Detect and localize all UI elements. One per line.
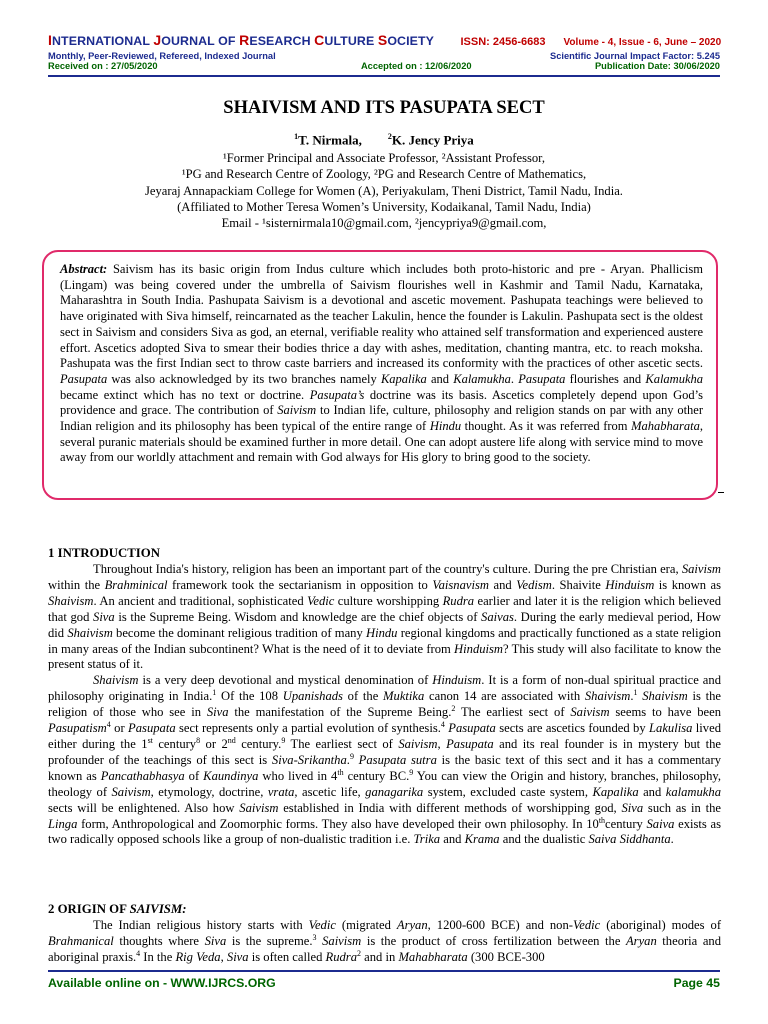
section-heading-origin	[48, 902, 187, 917]
abstract-run: Pasupata	[60, 371, 108, 386]
journal-name-initial: C	[314, 32, 325, 48]
text-run: canon 14 are associated with	[424, 689, 585, 704]
paper-title: SHAIVISM AND ITS PASUPATA SECT	[223, 98, 545, 118]
abstract-label: Abstract:	[60, 262, 108, 276]
text-run: Mahabharata	[398, 949, 468, 964]
text-run: system, excluded caste system,	[423, 784, 593, 799]
abstract-run: Pasupata	[518, 371, 566, 386]
text-run: The earliest sect of	[285, 736, 399, 751]
reference-mark: 2	[357, 948, 361, 958]
abstract-run: doctrine was its basis. Ascetics completely depend upon God’s providence and grace. The contribution of	[60, 387, 703, 418]
abstract-run: Saivism	[277, 403, 317, 418]
author2: K. Jency Priya	[391, 132, 474, 148]
abstract-run: and	[426, 371, 454, 386]
reference-mark: 4	[440, 719, 445, 729]
text-run: Pasupata	[446, 736, 494, 751]
text-run: Saivism	[681, 562, 721, 576]
text-run: thoughts where	[113, 933, 205, 948]
text-run: Hinduism	[605, 577, 655, 592]
text-run: Shaivism	[584, 689, 631, 704]
text-run: ,	[437, 736, 447, 751]
text-run: Kaundinya	[203, 768, 259, 783]
text-run: Aryan	[625, 933, 657, 948]
text-run: Upanishads	[282, 689, 343, 704]
text-run: Saivism	[398, 736, 438, 751]
text-run: Siva	[621, 800, 644, 815]
text-run: century	[605, 816, 647, 831]
text-run: is the supreme.	[226, 933, 313, 948]
text-run: Shaivism	[93, 673, 139, 688]
received-date: Received on : 27/05/2020	[48, 61, 158, 71]
reference-mark: th	[598, 815, 606, 825]
text-run: and its real founder is in mystery but the profounder of the teachings of this sect is	[48, 736, 721, 767]
abstract-run: to Indian life, culture, philosophy and religion stands on par with any other Indian religion and its philosophy has been typical of the entire range of	[60, 403, 704, 434]
text-run: Hindu	[365, 625, 398, 640]
text-run: and in	[361, 949, 399, 964]
text-run: Saivas	[481, 609, 514, 624]
text-run: Trika	[413, 832, 441, 847]
text-run: Vedism	[516, 577, 552, 592]
text-run: , ascetic life,	[294, 784, 366, 799]
author1-mark: 1	[294, 132, 299, 141]
issn: ISSN: 2456-6683	[460, 36, 546, 48]
text-run: or 2	[200, 736, 228, 751]
reference-mark: 9	[349, 751, 354, 761]
text-run: Pasupata	[128, 721, 176, 736]
text-run: century BC.	[343, 768, 410, 783]
text-run: exists as two radically opposed schools like a group of non-dualistic tradition i.e.	[48, 816, 721, 847]
text-run: form, Anthropological and Zoomorphic forms. They also have developed their own philosophy. In 10	[77, 816, 599, 831]
text-run: Siva	[204, 933, 227, 948]
text-run: Pasupatism	[48, 721, 107, 736]
text-run: Rudra	[442, 593, 475, 608]
text-run: century.	[235, 736, 282, 751]
reference-mark: th	[337, 767, 344, 777]
affiliation-line: (Affiliated to Mother Teresa Women’s University, Kodaikanal, Tamil Nadu, India)	[177, 199, 591, 214]
abstract-box-mark	[718, 492, 724, 493]
abstract-run: was also acknowledged by its two branches namely	[107, 371, 381, 386]
abstract-run: became extinct which has no text or doctrine.	[60, 387, 310, 402]
text-run: . Shaivite	[551, 577, 606, 592]
text-run: theoria and aboriginal praxis.	[48, 933, 722, 964]
abstract-run: Hindu	[429, 419, 462, 434]
text-run: of	[184, 768, 204, 783]
text-run: ganagarika	[365, 784, 424, 799]
text-run: is a very deep devotional and mystical denomination of	[138, 673, 433, 688]
header-divider	[48, 75, 720, 77]
journal-name	[48, 34, 434, 48]
reference-mark: 3	[312, 932, 317, 942]
text-run: become the dominant religious tradition of many	[112, 625, 366, 640]
abstract-text	[60, 262, 703, 466]
text-run: Pasupata sutra	[358, 752, 437, 767]
abstract-run: Pasupata’s	[309, 387, 365, 402]
text-run: You can view the Origin and history, branches, philosophy, theology of	[48, 768, 722, 799]
text-run: established in India with different methods of worshipping god,	[278, 800, 622, 815]
text-run: Of the 108	[216, 689, 283, 704]
heading-text: 2 ORIGIN OF	[48, 902, 130, 916]
text-run: is known as	[654, 577, 721, 592]
author2-mark: 2	[387, 132, 392, 141]
accepted-date: Accepted on : 12/06/2020	[360, 61, 472, 71]
section-introduction-body	[48, 562, 721, 848]
journal-name-part: OCIETY	[387, 34, 435, 48]
text-run: within the	[48, 577, 105, 592]
text-run: Brahmanical	[48, 933, 114, 948]
reference-mark: 1	[633, 688, 638, 698]
text-run: earlier and later it is the religion which believed that god	[48, 593, 721, 624]
text-run: The Indian religious history starts with	[93, 918, 309, 932]
footer-divider	[48, 970, 720, 972]
reference-mark: 9	[409, 767, 414, 777]
journal-name-initial: I	[48, 32, 52, 48]
text-run: Muktika	[383, 689, 425, 704]
abstract-run: flourishes and	[565, 371, 646, 386]
text-run: who lived in 4	[258, 768, 338, 783]
reference-mark: 4	[136, 948, 141, 958]
abstract-run: thought. As it was referred from	[461, 419, 632, 434]
impact-factor: Scientific Journal Impact Factor: 5.245	[550, 51, 720, 61]
text-run: The earliest sect of	[455, 705, 571, 720]
text-run: (300 BCE-300	[467, 949, 545, 964]
reference-mark: 9	[281, 735, 286, 745]
text-run: is the Supreme Being. Wisdom and knowledge are the chief objects of	[114, 609, 482, 624]
text-run: Siva	[93, 609, 115, 624]
email-line: Email - ¹sisternirmala10@gmail.com, ²jencypriya9@gmail.com,	[221, 216, 547, 231]
text-run: Saiva Siddhanta	[588, 832, 671, 847]
abstract-run: Saivism has its basic origin from Indus culture which includes both proto-historic and pre - Aryan. Phallicism (Lingam) was being covered under the umbrella of Saivism flourishes well in Kashmir and Tamil Nadu, Karnataka, Maharashtra in South India. Pashupata Saivism is a devotional and ascetic movement. Pashupata teachings were believed to have originated with Siva himself, reincarnated as the teacher Lakulin, hence the founder is Lakulin. Pashupata sect is the oldest sect in Saivism and considers Siva as god, an eternal, verifiable reality who attained self transformation and experienced austere effort. Ascetics adopted Siva to smear their bodies thrice a day with ashes, meditation, chanting mantra, etc. to reach moksha. Pashupata was the first Indian sect to throw caste barriers and increased its conformity with the practices of other ascetic sects.	[60, 262, 703, 371]
text-run: vrata	[267, 784, 295, 799]
text-run: Vedic	[307, 593, 335, 608]
text-run: and	[638, 784, 666, 799]
text-run: is the product of cross fertilization between the	[361, 933, 626, 948]
journal-name-initial: R	[239, 32, 250, 48]
text-run: and	[440, 832, 465, 847]
reference-mark: 1	[212, 688, 217, 698]
abstract-run: .	[510, 371, 519, 386]
text-run: Rudra	[325, 949, 357, 964]
text-run: is the basic text of this sect and it has a commentary known as	[48, 752, 721, 783]
text-run: ,	[220, 949, 227, 964]
text-run: (aboriginal) modes of	[600, 918, 722, 932]
text-run: Brahminical	[104, 577, 168, 592]
journal-subtitle: Monthly, Peer-Reviewed, Refereed, Indexed Journal	[48, 51, 276, 61]
text-run: is often called	[248, 949, 326, 964]
abstract-run: Kalamukha	[453, 371, 511, 386]
abstract-run: , several puranic materials should be examined further in more detail. One can adopt austere life along with service mind to move away from our worldly attachment and remain with God always for His glory to bring good to the society.	[60, 419, 703, 465]
text-run: Saivism,	[111, 784, 154, 799]
heading-italic: SAIVISM:	[129, 902, 187, 916]
text-run: Hinduism	[454, 641, 504, 656]
text-run: Saivism	[239, 800, 279, 815]
journal-name-part: ULTURE	[324, 34, 378, 48]
paragraph	[48, 673, 721, 848]
text-run: Krama	[464, 832, 500, 847]
text-run: Vedic	[572, 918, 601, 932]
text-run: sects are ascetics founded by	[495, 721, 650, 736]
text-run: Hinduism	[432, 673, 482, 688]
abstract-run: Kapalika	[380, 371, 427, 386]
text-run: Saivism	[570, 705, 610, 720]
text-run: Pasupata	[448, 721, 496, 736]
reference-mark: nd	[227, 735, 236, 745]
text-run: is the religion of those who see in	[48, 689, 721, 720]
paragraph	[48, 918, 721, 966]
text-run: . An ancient and traditional, sophisticated	[93, 593, 308, 608]
author1: T. Nirmala,	[298, 132, 362, 148]
reference-mark: 4	[106, 719, 111, 729]
affiliation-line: ¹PG and Research Centre of Zoology, ²PG and Research Centre of Mathematics,	[181, 167, 587, 182]
text-run: and	[488, 577, 517, 592]
paragraph	[48, 562, 721, 673]
text-run: Shaivism	[48, 593, 94, 608]
text-run: Pancathabhasya	[100, 768, 185, 783]
text-run: .	[670, 832, 674, 847]
text-run: the manifestation of the Supreme Being.	[228, 705, 452, 720]
text-run: kalamukha	[665, 784, 721, 799]
affiliation-line: ¹Former Principal and Associate Professor, ²Assistant Professor,	[222, 151, 546, 165]
text-run: or	[110, 721, 129, 736]
journal-website: Available online on - WWW.IJRCS.ORG	[48, 976, 276, 990]
text-run: Siva	[206, 705, 229, 720]
text-run: regional kingdoms and practically functioned as a state religion in many areas of the Indian subcontinent? What is the need of it to deviate from	[48, 625, 721, 656]
publication-date: Publication Date: 30/06/2020	[594, 61, 720, 71]
affiliation-line: Jeyaraj Annapackiam College for Women (A), Periyakulam, Theni District, Tamil Nadu, India.	[145, 183, 623, 198]
text-run: Kapalika	[592, 784, 639, 799]
text-run: Siva	[226, 949, 249, 964]
text-run: , 1200-600 BCE) and non-	[427, 918, 573, 932]
text-run: such as in the	[643, 800, 721, 815]
text-run: Siva-Srikantha	[271, 752, 347, 767]
text-run: Vaisnavism	[432, 577, 489, 592]
text-run: Saivism	[322, 933, 362, 948]
journal-name-initial: J	[153, 32, 162, 48]
text-run: . During the early medieval period, How did	[48, 609, 721, 640]
text-run: Throughout India's history, religion has been an important part of the country's culture. During the pre Christian era,	[93, 562, 682, 576]
text-run: Lakulisa	[649, 721, 693, 736]
reference-mark: 2	[451, 703, 456, 713]
text-run: sects will be enlightened. Also how	[48, 800, 240, 815]
authors	[48, 132, 720, 148]
volume-issue: Volume - 4, Issue - 6, June – 2020	[563, 37, 722, 48]
text-run: etymology, doctrine,	[153, 784, 268, 799]
text-run: framework took the sectarianism in opposition to	[167, 577, 433, 592]
text-run: and the dualistic	[499, 832, 589, 847]
text-run: Shaivism	[642, 689, 688, 704]
abstract-run: Kalamukha	[645, 371, 703, 386]
text-run: lived either during the 1	[48, 721, 721, 751]
text-run: sect represents only a partial evolution of synthesis.	[175, 721, 441, 736]
abstract-run: Mahabharata	[631, 419, 700, 434]
journal-name-part: ESEARCH	[249, 34, 315, 48]
reference-mark: 8	[196, 735, 201, 745]
text-run: Vedic	[308, 918, 336, 932]
text-run: (migrated	[335, 918, 397, 932]
text-run: Linga	[48, 816, 78, 831]
text-run: culture worshipping	[334, 593, 443, 608]
text-run: In the	[140, 949, 176, 964]
text-run: Aryan	[396, 918, 428, 932]
affiliations	[48, 150, 720, 231]
page-number: Page 45	[673, 976, 720, 990]
journal-name-initial: S	[377, 32, 388, 48]
journal-name-part: NTERNATIONAL	[52, 34, 154, 48]
text-run: .	[346, 752, 350, 767]
text-run: seems to have been	[609, 705, 722, 720]
text-run: .	[630, 689, 634, 704]
text-run: . It is a form of non-dual spiritual practice and philosophy originating in India.	[48, 673, 721, 704]
journal-header	[48, 32, 720, 71]
reference-mark: st	[147, 735, 153, 745]
text-run: Rig Veda	[175, 949, 221, 964]
text-run: Shaivism	[67, 625, 113, 640]
page-footer	[48, 976, 720, 990]
text-run: of the	[342, 689, 384, 704]
text-run: ? This study will also facilitate to know the present status of it.	[48, 641, 721, 672]
journal-name-part: OURNAL OF	[161, 34, 240, 48]
section-heading-introduction: 1 INTRODUCTION	[48, 546, 160, 560]
text-run: Saiva	[646, 816, 675, 831]
section-origin-body	[48, 918, 721, 966]
text-run: century	[152, 736, 197, 751]
